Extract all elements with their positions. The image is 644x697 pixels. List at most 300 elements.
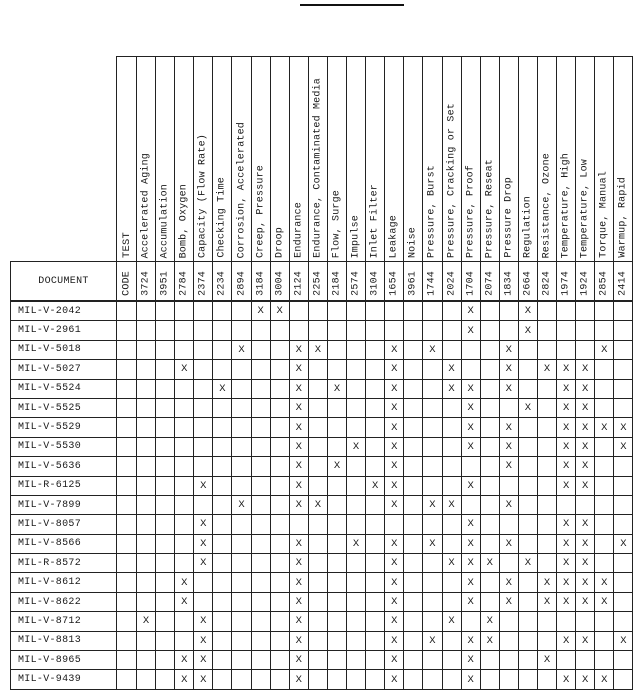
matrix-cell	[442, 398, 461, 417]
matrix-cell	[251, 534, 270, 553]
matrix-cell-marked: X	[461, 573, 480, 592]
matrix-cell	[480, 379, 499, 398]
matrix-cell	[232, 437, 251, 456]
test-name: Checking Time	[216, 177, 228, 258]
test-code-header	[308, 262, 327, 302]
matrix-cell	[595, 476, 614, 495]
matrix-cell	[366, 457, 385, 476]
matrix-cell	[232, 573, 251, 592]
matrix-cell	[175, 398, 194, 417]
matrix-cell	[156, 418, 175, 437]
matrix-cell-marked: X	[385, 457, 404, 476]
matrix-cell	[480, 437, 499, 456]
matrix-cell	[404, 670, 423, 689]
test-code: 2024	[446, 271, 458, 296]
matrix-cell	[442, 651, 461, 670]
matrix-cell	[442, 301, 461, 321]
matrix-cell-marked: X	[461, 554, 480, 573]
matrix-cell	[404, 651, 423, 670]
matrix-cell	[232, 592, 251, 611]
matrix-cell-marked: X	[385, 573, 404, 592]
matrix-cell	[614, 379, 633, 398]
matrix-cell	[518, 360, 537, 379]
matrix-cell-marked: X	[518, 301, 537, 321]
matrix-cell	[537, 515, 556, 534]
matrix-cell	[175, 515, 194, 534]
matrix-cell-marked: X	[289, 457, 308, 476]
matrix-cell	[499, 301, 518, 321]
table-row	[11, 573, 633, 592]
document-name: MIL-V-5018	[11, 340, 117, 359]
test-matrix-table	[10, 56, 633, 690]
matrix-cell-marked: X	[232, 495, 251, 514]
code-cell	[117, 612, 137, 631]
matrix-cell-marked: X	[194, 476, 213, 495]
test-name-header	[576, 57, 595, 262]
matrix-cell	[327, 573, 346, 592]
matrix-cell	[175, 418, 194, 437]
test-name-header	[308, 57, 327, 262]
matrix-cell-marked: X	[557, 534, 576, 553]
test-code: 2234	[216, 271, 228, 296]
matrix-cell-marked: X	[557, 592, 576, 611]
test-code: 3184	[255, 271, 267, 296]
matrix-cell	[347, 631, 366, 650]
code-cell	[117, 301, 137, 321]
matrix-cell-marked: X	[461, 398, 480, 417]
matrix-cell	[213, 592, 232, 611]
matrix-cell	[518, 631, 537, 650]
matrix-cell	[213, 398, 232, 417]
matrix-cell-marked: X	[385, 670, 404, 689]
matrix-cell-marked: X	[499, 573, 518, 592]
matrix-cell	[518, 476, 537, 495]
test-code-header	[595, 262, 614, 302]
test-code-header	[385, 262, 404, 302]
matrix-cell	[156, 321, 175, 340]
matrix-cell	[270, 437, 289, 456]
matrix-cell-marked: X	[175, 670, 194, 689]
matrix-cell-marked: X	[347, 437, 366, 456]
matrix-cell	[347, 515, 366, 534]
test-code-header	[404, 262, 423, 302]
matrix-cell	[518, 457, 537, 476]
matrix-cell	[270, 670, 289, 689]
code-cell	[117, 573, 137, 592]
matrix-cell	[156, 670, 175, 689]
code-cell	[117, 418, 137, 437]
matrix-cell	[537, 379, 556, 398]
matrix-cell-marked: X	[499, 418, 518, 437]
matrix-cell	[442, 631, 461, 650]
test-code: 2124	[293, 271, 305, 296]
code-cell	[117, 321, 137, 340]
matrix-cell	[499, 670, 518, 689]
matrix-cell	[156, 379, 175, 398]
matrix-cell-marked: X	[442, 554, 461, 573]
matrix-cell	[366, 515, 385, 534]
test-name: Resistance, Ozone	[541, 152, 553, 258]
matrix-cell	[194, 379, 213, 398]
matrix-cell	[480, 515, 499, 534]
test-code: 1654	[388, 271, 400, 296]
matrix-cell	[213, 457, 232, 476]
matrix-cell-marked: X	[194, 612, 213, 631]
matrix-cell-marked: X	[499, 495, 518, 514]
test-code: 2074	[484, 271, 496, 296]
matrix-cell-marked: X	[557, 379, 576, 398]
test-code: 2784	[178, 271, 190, 296]
test-code-header	[537, 262, 556, 302]
document-name: MIL-V-5530	[11, 437, 117, 456]
matrix-cell	[232, 554, 251, 573]
matrix-cell	[175, 437, 194, 456]
matrix-cell	[232, 515, 251, 534]
matrix-cell	[518, 495, 537, 514]
matrix-cell	[308, 398, 327, 417]
matrix-cell	[156, 554, 175, 573]
matrix-cell-marked: X	[537, 360, 556, 379]
matrix-cell-marked: X	[289, 534, 308, 553]
matrix-cell-marked: X	[289, 592, 308, 611]
matrix-cell	[537, 476, 556, 495]
matrix-cell	[156, 651, 175, 670]
matrix-cell	[595, 554, 614, 573]
matrix-cell	[156, 457, 175, 476]
matrix-cell	[366, 670, 385, 689]
test-name: Impulse	[350, 214, 362, 258]
matrix-cell	[270, 398, 289, 417]
matrix-cell	[480, 340, 499, 359]
code-cell	[117, 398, 137, 417]
matrix-cell-marked: X	[576, 534, 595, 553]
matrix-cell	[327, 592, 346, 611]
matrix-cell	[232, 670, 251, 689]
matrix-cell	[557, 301, 576, 321]
matrix-cell	[347, 340, 366, 359]
matrix-cell	[480, 360, 499, 379]
test-code: 2254	[312, 271, 324, 296]
test-name-header	[404, 57, 423, 262]
matrix-cell	[232, 301, 251, 321]
matrix-cell-marked: X	[327, 379, 346, 398]
matrix-cell	[595, 398, 614, 417]
test-code: 1974	[560, 271, 572, 296]
matrix-cell	[480, 670, 499, 689]
matrix-cell	[404, 631, 423, 650]
matrix-cell	[251, 437, 270, 456]
matrix-cell-marked: X	[289, 631, 308, 650]
matrix-cell	[614, 360, 633, 379]
matrix-cell-marked: X	[270, 301, 289, 321]
matrix-cell	[137, 592, 156, 611]
matrix-cell	[194, 495, 213, 514]
matrix-cell	[347, 554, 366, 573]
matrix-cell	[137, 457, 156, 476]
table-row	[11, 495, 633, 514]
matrix-cell-marked: X	[461, 515, 480, 534]
matrix-cell-marked: X	[461, 437, 480, 456]
matrix-cell-marked: X	[385, 437, 404, 456]
matrix-cell	[175, 554, 194, 573]
test-name-header	[327, 57, 346, 262]
matrix-cell	[213, 495, 232, 514]
matrix-cell-marked: X	[557, 515, 576, 534]
matrix-cell-marked: X	[175, 573, 194, 592]
matrix-cell	[423, 612, 442, 631]
test-name: Endurance	[293, 202, 305, 258]
matrix-cell	[251, 495, 270, 514]
matrix-cell-marked: X	[385, 612, 404, 631]
matrix-cell	[499, 476, 518, 495]
test-name-header	[175, 57, 194, 262]
matrix-cell	[404, 515, 423, 534]
test-name: Pressure, Proof	[465, 164, 477, 258]
matrix-cell	[576, 340, 595, 359]
test-name: Temperature, High	[560, 152, 572, 258]
matrix-cell	[404, 554, 423, 573]
matrix-cell-marked: X	[576, 476, 595, 495]
document-name: MIL-V-7899	[11, 495, 117, 514]
matrix-cell	[461, 360, 480, 379]
matrix-cell-marked: X	[614, 418, 633, 437]
matrix-cell	[175, 612, 194, 631]
test-column-label: TEST	[120, 231, 133, 258]
matrix-cell	[442, 573, 461, 592]
test-code: 3004	[274, 271, 286, 296]
matrix-cell	[194, 573, 213, 592]
matrix-cell-marked: X	[576, 573, 595, 592]
matrix-cell-marked: X	[576, 457, 595, 476]
matrix-cell-marked: X	[518, 398, 537, 417]
matrix-cell	[576, 612, 595, 631]
test-code-header	[480, 262, 499, 302]
matrix-cell	[137, 379, 156, 398]
matrix-cell	[308, 437, 327, 456]
matrix-cell	[614, 340, 633, 359]
test-code-header	[576, 262, 595, 302]
matrix-cell	[404, 612, 423, 631]
matrix-cell-marked: X	[499, 360, 518, 379]
matrix-cell	[137, 476, 156, 495]
matrix-cell	[308, 301, 327, 321]
matrix-cell	[251, 631, 270, 650]
matrix-cell	[557, 321, 576, 340]
test-code-header	[327, 262, 346, 302]
matrix-cell	[137, 495, 156, 514]
matrix-cell	[347, 670, 366, 689]
matrix-cell	[385, 515, 404, 534]
matrix-cell	[137, 651, 156, 670]
matrix-cell-marked: X	[194, 670, 213, 689]
matrix-cell-marked: X	[308, 340, 327, 359]
test-name: Bomb, Oxygen	[178, 183, 190, 258]
matrix-cell	[156, 495, 175, 514]
matrix-cell	[213, 534, 232, 553]
table-row	[11, 301, 633, 321]
matrix-cell	[480, 321, 499, 340]
matrix-cell-marked: X	[289, 418, 308, 437]
matrix-cell	[308, 534, 327, 553]
matrix-cell	[404, 592, 423, 611]
matrix-cell-marked: X	[385, 534, 404, 553]
matrix-cell	[366, 554, 385, 573]
matrix-cell	[137, 631, 156, 650]
matrix-cell	[499, 554, 518, 573]
matrix-cell	[557, 651, 576, 670]
matrix-cell	[518, 573, 537, 592]
test-name-header	[480, 57, 499, 262]
matrix-cell-marked: X	[385, 360, 404, 379]
matrix-cell	[213, 340, 232, 359]
test-code-header	[175, 262, 194, 302]
matrix-cell-marked: X	[385, 651, 404, 670]
matrix-cell	[423, 573, 442, 592]
matrix-cell	[404, 301, 423, 321]
matrix-cell	[423, 379, 442, 398]
matrix-cell-marked: X	[289, 340, 308, 359]
matrix-cell	[232, 457, 251, 476]
matrix-cell	[537, 398, 556, 417]
matrix-cell	[480, 457, 499, 476]
matrix-cell	[347, 651, 366, 670]
matrix-cell-marked: X	[576, 360, 595, 379]
code-cell	[117, 592, 137, 611]
matrix-cell-marked: X	[442, 360, 461, 379]
matrix-cell	[270, 379, 289, 398]
test-name: Flow, Surge	[331, 189, 343, 258]
test-code: 1924	[579, 271, 591, 296]
code-cell	[117, 379, 137, 398]
matrix-cell-marked: X	[289, 612, 308, 631]
matrix-cell-marked: X	[557, 360, 576, 379]
matrix-cell-marked: X	[480, 631, 499, 650]
table-row	[11, 592, 633, 611]
matrix-cell	[308, 321, 327, 340]
matrix-cell-marked: X	[327, 457, 346, 476]
document-name: MIL-V-8813	[11, 631, 117, 650]
matrix-cell	[366, 360, 385, 379]
matrix-cell	[404, 321, 423, 340]
matrix-cell	[366, 573, 385, 592]
matrix-cell-marked: X	[385, 631, 404, 650]
matrix-cell	[366, 437, 385, 456]
matrix-cell-marked: X	[576, 398, 595, 417]
test-name-header	[194, 57, 213, 262]
matrix-cell	[366, 321, 385, 340]
matrix-cell	[156, 631, 175, 650]
matrix-cell-marked: X	[576, 670, 595, 689]
matrix-cell	[156, 612, 175, 631]
matrix-cell-marked: X	[537, 592, 556, 611]
matrix-cell-marked: X	[289, 476, 308, 495]
test-name: Pressure Drop	[503, 177, 515, 258]
matrix-cell	[366, 398, 385, 417]
matrix-cell	[614, 495, 633, 514]
matrix-cell-marked: X	[289, 437, 308, 456]
matrix-cell	[213, 612, 232, 631]
matrix-cell	[423, 321, 442, 340]
code-cell	[117, 476, 137, 495]
matrix-cell	[137, 340, 156, 359]
matrix-cell	[251, 476, 270, 495]
matrix-cell-marked: X	[595, 592, 614, 611]
table-row	[11, 321, 633, 340]
matrix-cell-marked: X	[232, 340, 251, 359]
matrix-cell	[366, 592, 385, 611]
matrix-cell	[327, 398, 346, 417]
matrix-cell	[270, 612, 289, 631]
matrix-cell-marked: X	[480, 612, 499, 631]
test-code: 2184	[331, 271, 343, 296]
matrix-cell	[614, 592, 633, 611]
matrix-cell	[156, 301, 175, 321]
test-name: Pressure, Reseat	[484, 158, 496, 258]
matrix-cell-marked: X	[576, 437, 595, 456]
matrix-cell	[251, 418, 270, 437]
matrix-cell	[308, 612, 327, 631]
document-name: MIL-V-8612	[11, 573, 117, 592]
matrix-cell	[366, 379, 385, 398]
matrix-cell	[327, 340, 346, 359]
matrix-cell	[327, 651, 346, 670]
matrix-cell	[557, 495, 576, 514]
matrix-cell	[327, 476, 346, 495]
matrix-cell	[347, 573, 366, 592]
matrix-cell	[518, 651, 537, 670]
matrix-cell	[595, 612, 614, 631]
matrix-cell	[404, 476, 423, 495]
matrix-cell-marked: X	[557, 476, 576, 495]
matrix-cell-marked: X	[461, 301, 480, 321]
matrix-cell-marked: X	[576, 418, 595, 437]
matrix-cell	[270, 534, 289, 553]
matrix-cell	[175, 301, 194, 321]
matrix-cell	[213, 631, 232, 650]
matrix-cell	[423, 360, 442, 379]
matrix-cell-marked: X	[442, 495, 461, 514]
matrix-cell	[251, 670, 270, 689]
matrix-cell	[213, 554, 232, 573]
matrix-cell-marked: X	[289, 360, 308, 379]
matrix-cell-marked: X	[557, 631, 576, 650]
matrix-cell	[537, 301, 556, 321]
matrix-cell-marked: X	[480, 554, 499, 573]
matrix-cell	[251, 457, 270, 476]
matrix-cell	[499, 321, 518, 340]
matrix-cell	[251, 651, 270, 670]
matrix-cell-marked: X	[347, 534, 366, 553]
code-cell	[117, 437, 137, 456]
code-cell	[117, 554, 137, 573]
code-cell	[117, 670, 137, 689]
test-name: Endurance, Contaminated Media	[312, 78, 324, 258]
document-name: MIL-V-8057	[11, 515, 117, 534]
test-name-header	[251, 57, 270, 262]
code-cell	[117, 515, 137, 534]
test-code: 2824	[541, 271, 553, 296]
matrix-cell	[404, 340, 423, 359]
test-code: 1834	[503, 271, 515, 296]
matrix-cell	[308, 457, 327, 476]
matrix-cell	[251, 398, 270, 417]
matrix-cell	[423, 398, 442, 417]
matrix-cell	[213, 321, 232, 340]
test-label-cell	[117, 57, 137, 262]
matrix-cell	[614, 573, 633, 592]
matrix-cell-marked: X	[385, 495, 404, 514]
table-row	[11, 457, 633, 476]
